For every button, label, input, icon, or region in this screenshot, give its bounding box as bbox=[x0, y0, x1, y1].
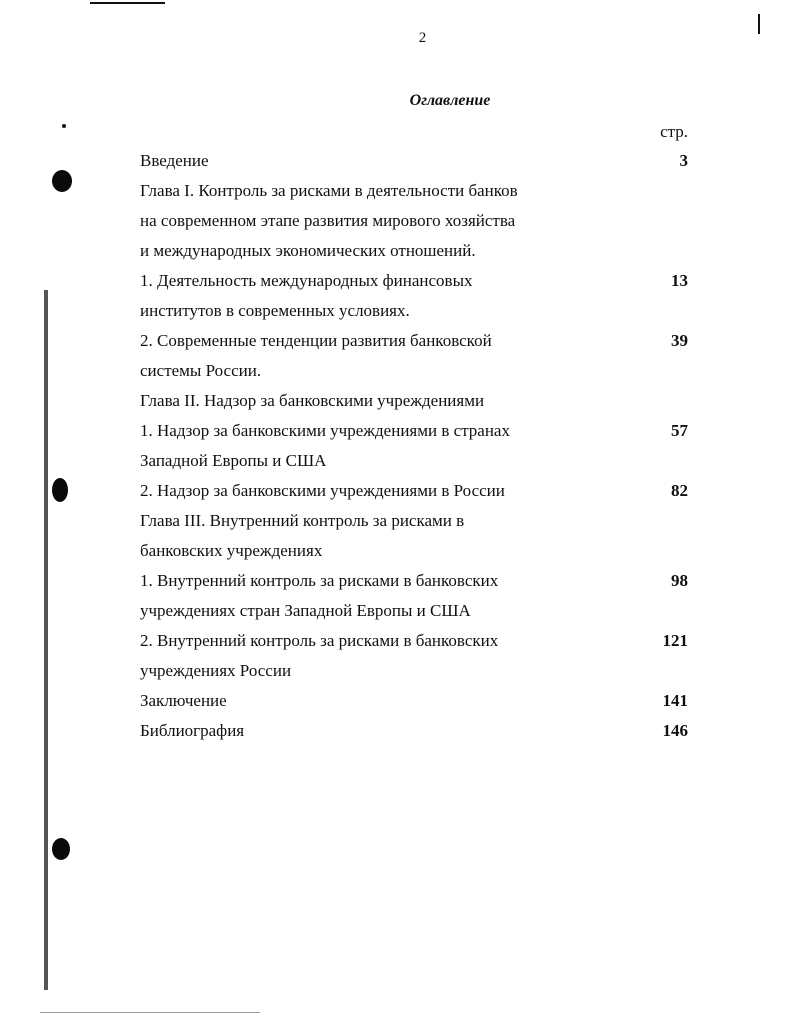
toc-entry-text: 1. Надзор за банковскими учреждениями в странах Западной Европы и США bbox=[140, 421, 510, 470]
scan-line-top bbox=[90, 2, 165, 4]
toc-entry-page: 3 bbox=[679, 151, 688, 170]
toc-entry bbox=[140, 626, 688, 686]
toc-entry-text: Глава III. Внутренний контроль за рисками в банковских учреждениях bbox=[140, 511, 465, 560]
toc-entry-page: 141 bbox=[662, 691, 688, 710]
toc-entry-page: 121 bbox=[662, 631, 688, 650]
toc-entry-page: 39 bbox=[671, 331, 688, 350]
toc-entry bbox=[140, 416, 688, 476]
toc-entry-page: 82 bbox=[671, 481, 688, 500]
toc-entry-text: Глава II. Надзор за банковскими учреждениями bbox=[140, 391, 485, 410]
scan-line-bottom bbox=[40, 1012, 260, 1013]
punch-hole-middle bbox=[52, 478, 68, 502]
toc-entry-page: 57 bbox=[671, 421, 688, 440]
toc-entry-text: 2. Современные тенденции развития банковской системы России. bbox=[140, 331, 492, 380]
table-of-contents bbox=[140, 146, 688, 746]
punch-hole-bottom bbox=[52, 838, 70, 860]
punch-hole-top bbox=[52, 170, 72, 192]
toc-entry bbox=[140, 326, 688, 386]
toc-entry-text: Заключение bbox=[140, 691, 227, 710]
scan-speck bbox=[62, 124, 66, 128]
toc-entry-text: Глава I. Контроль за рисками в деятельности банков на современном этапе развития мирового хозяйства и международных экономических отношений. bbox=[140, 181, 518, 260]
toc-entry bbox=[140, 476, 688, 506]
page-number: 2 bbox=[418, 30, 427, 46]
toc-entry bbox=[140, 266, 688, 326]
toc-entry-text: Введение bbox=[140, 151, 209, 170]
toc-entry bbox=[140, 176, 688, 266]
toc-entry bbox=[140, 386, 688, 416]
toc-entry bbox=[140, 716, 688, 746]
toc-entry bbox=[140, 686, 688, 716]
toc-entry-page: 13 bbox=[671, 271, 688, 290]
toc-entry bbox=[140, 566, 688, 626]
toc-entry-page: 98 bbox=[671, 571, 688, 590]
toc-entry bbox=[140, 146, 688, 176]
toc-entry-page: 146 bbox=[662, 721, 688, 740]
toc-entry-text: 1. Деятельность международных финансовых институтов в современных условиях. bbox=[140, 271, 473, 320]
toc-entry-text: 1. Внутренний контроль за рисками в банковских учреждениях стран Западной Европы и США bbox=[140, 571, 499, 620]
toc-entry-text: Библиография bbox=[140, 721, 245, 740]
pages-column-header: стр. bbox=[660, 122, 688, 141]
toc-title: Оглавление bbox=[409, 92, 491, 109]
toc-entry bbox=[140, 506, 688, 566]
toc-entry-text: 2. Внутренний контроль за рисками в банковских учреждениях России bbox=[140, 631, 499, 680]
scan-edge-left bbox=[44, 290, 48, 990]
toc-entry-text: 2. Надзор за банковскими учреждениями в России bbox=[140, 481, 505, 500]
